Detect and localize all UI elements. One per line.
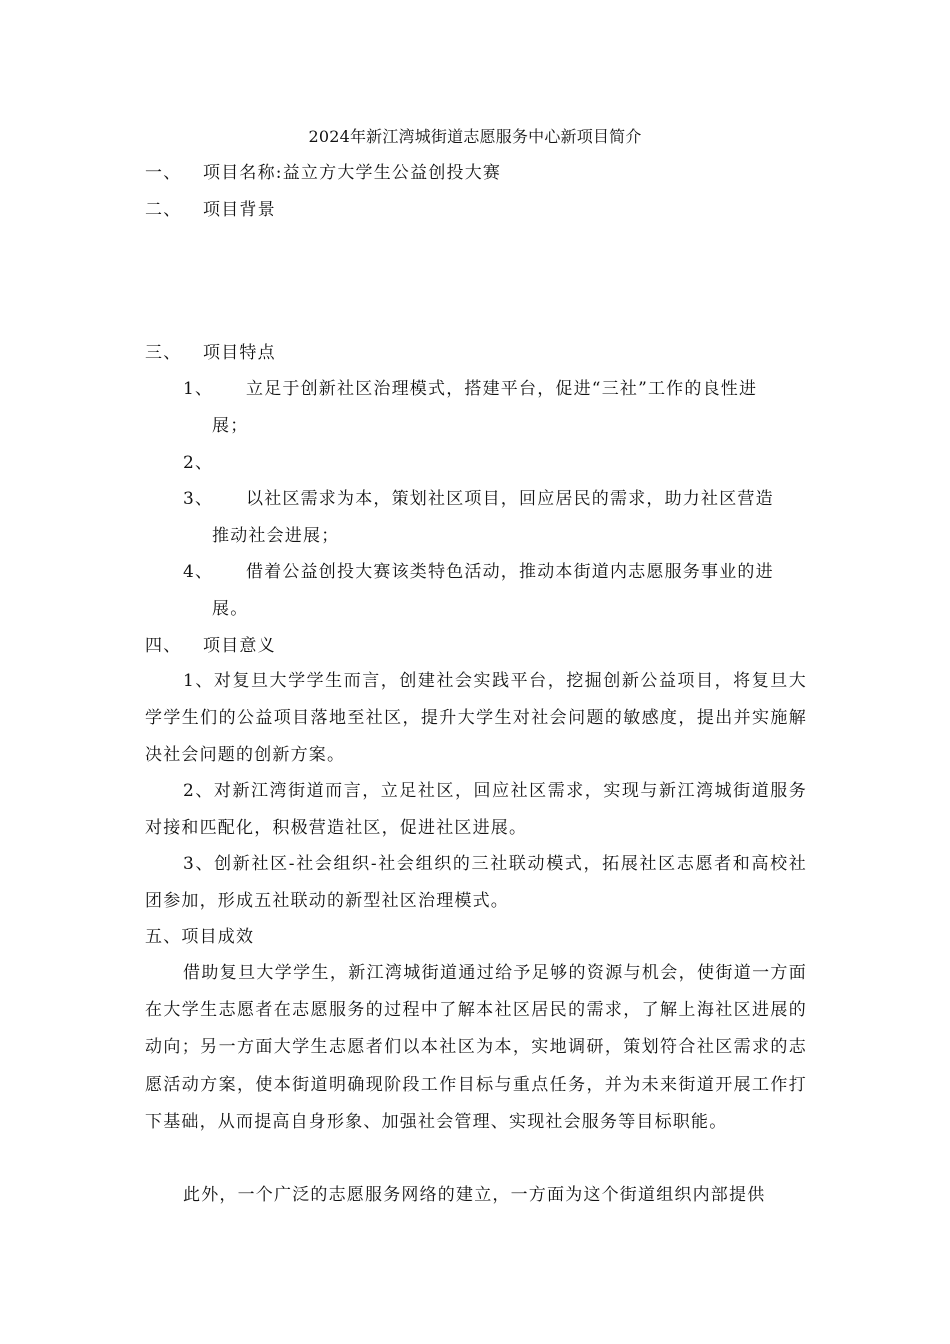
section-4-heading: [145, 632, 276, 660]
section-title: 项目背景: [203, 200, 276, 220]
section-3-heading: [145, 339, 276, 367]
item-text: 立足于创新社区治理模式，搭建平台，促进“三社”工作的良性进: [246, 379, 758, 399]
section-title: 项目名称:益立方大学生公益创投大赛: [203, 163, 502, 183]
item-number: 2、: [183, 453, 214, 473]
outcome-paragraph-2: 此外，一个广泛的志愿服务网络的建立，一方面为这个街道组织内部提供: [183, 1185, 766, 1205]
section-title: 项目意义: [203, 636, 276, 656]
item-text: 借着公益创投大赛该类特色活动，推动本街道内志愿服务事业的进: [246, 562, 774, 582]
significance-paragraph-1: 1、对复旦大学学生而言，创建社会实践平台，挖掘创新公益项目，将复旦大学学生们的公益项目落地至社区，提升大学生对社会问题的敏感度，提出并实施解决社会问题的创新方案。: [145, 671, 807, 765]
document-title: 2024年新江湾城街道志愿服务中心新项目简介: [308, 127, 642, 146]
feature-item-4-continuation: 展。: [212, 599, 249, 619]
feature-item-3-continuation: 推动社会进展；: [212, 526, 340, 546]
section-number: 二、: [145, 200, 182, 220]
significance-paragraph-3: 3、创新社区-社会组织-社会组织的三社联动模式，拓展社区志愿者和高校社团参加，形成五社联动的新型社区治理模式。: [145, 854, 807, 911]
feature-item-1: [183, 375, 757, 403]
item-number: 4、: [183, 562, 214, 582]
section-number: 三、: [145, 343, 182, 363]
item-number: 3、: [183, 489, 214, 509]
feature-item-4: [183, 558, 774, 586]
item-text: 以社区需求为本，策划社区项目，回应居民的需求，助力社区营造: [246, 489, 774, 509]
section-1-heading: [145, 159, 501, 187]
section-number: 一、: [145, 163, 182, 183]
outcome-paragraph-1: 借助复旦大学学生，新江湾城街道通过给予足够的资源与机会，使街道一方面在大学生志愿者在志愿服务的过程中了解本社区居民的需求，了解上海社区进展的动向；另一方面大学生志愿者们以本社区为本，实地调研，策划符合社区需求的志愿活动方案，使本街道明确现阶段工作目标与重点任务，并为未来街道开展工作打下基础，从而提高自身形象、加强社会管理、实现社会服务等目标职能。: [145, 963, 807, 1132]
feature-item-3: [183, 485, 774, 513]
feature-item-2: [183, 449, 246, 477]
feature-item-1-continuation: 展；: [212, 416, 249, 436]
section-number: 四、: [145, 636, 182, 656]
significance-paragraph-2: 2、对新江湾街道而言，立足社区，回应社区需求，实现与新江湾城街道服务对接和匹配化，积极营造社区，促进社区进展。: [145, 781, 807, 838]
item-number: 1、: [183, 379, 214, 399]
section-title: 项目特点: [203, 343, 276, 363]
section-5-heading: 五、项目成效: [145, 927, 255, 947]
section-2-heading: [145, 196, 276, 224]
